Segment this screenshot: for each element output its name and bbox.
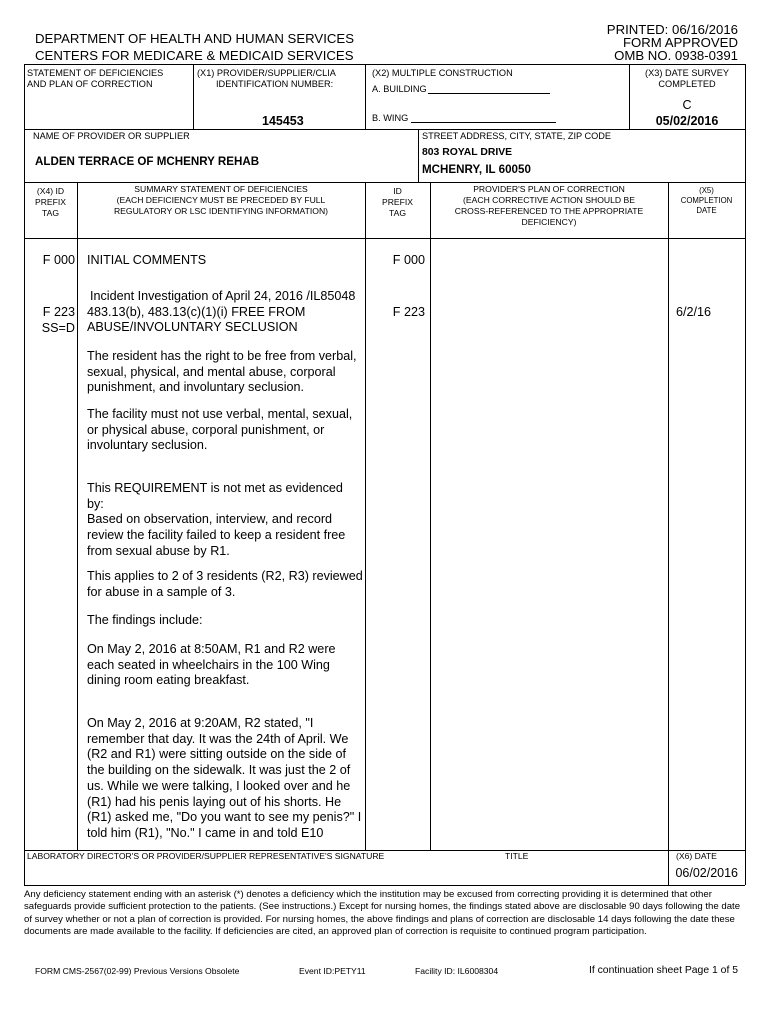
severity-scope: SS=D xyxy=(41,321,75,335)
id-header: ID PREFIX TAG xyxy=(381,186,414,218)
x5-header: (X5) COMPLETION DATE xyxy=(680,186,733,215)
disclaimer: Any deficiency statement ending with an asterisk (*) denotes a deficiency which the institution may be excused from correcting providing it is determined that other safeguards provide sufficient protection to the patients. (See instructions.) Except for nursing homes, the findings stated above are disclosable 90 days following the date of survey whether or not a plan of correction is provided. For nursing homes, the above findings and plans of correction are disclosable 14 days following the date these documents are made available to the facility. If deficiencies are cited, an approved plan of correction is requisite to continued program participation. xyxy=(24,889,741,937)
survey-date: 05/02/2016 xyxy=(655,114,719,128)
building-field xyxy=(428,93,550,94)
statement-label: STATEMENT OF DEFICIENCIES AND PLAN OF CORRECTION xyxy=(27,68,164,89)
paragraph-observation: On May 2, 2016 at 8:50AM, R1 and R2 were each seated in wheelchairs in the 100 Wing dining room eating breakfast. xyxy=(87,642,336,688)
wing-label: B. WING xyxy=(372,113,409,123)
paragraph-findings: The findings include: xyxy=(87,613,203,627)
provider-number: 145453 xyxy=(262,114,304,128)
centers-title: CENTERS FOR MEDICARE & MEDICAID SERVICES xyxy=(35,48,354,63)
title-label: TITLE xyxy=(505,851,529,861)
department-title: DEPARTMENT OF HEALTH AND HUMAN SERVICES xyxy=(35,31,354,46)
paragraph-right: The resident has the right to be free from verbal, sexual, physical, and mental abuse, corporal punishment, and involuntary seclusion. xyxy=(87,349,357,395)
signature-label: LABORATORY DIRECTOR'S OR PROVIDER/SUPPLIER REPRESENTATIVE'S SIGNATURE xyxy=(27,851,385,861)
signature-date: 06/02/2016 xyxy=(675,866,738,880)
building-label: A. BUILDING xyxy=(372,84,427,94)
tag-f000: F 000 xyxy=(42,253,75,267)
paragraph-interview: On May 2, 2016 at 9:20AM, R2 stated, "I remember that day. It was the 24th of April. We (R2 and R1) were sitting outside on the side of the building on the sidewalk. It was just the 2 of us. While we were talking, I looked over and he (R1) had his penis laying out of his shorts. He (R1) asked me, "Do you want to see my penis?" I told him (R1), "No." I came in and told E10 xyxy=(87,716,362,840)
paragraph-applies: This applies to 2 of 3 residents (R2, R3) reviewed for abuse in a sample of 3. xyxy=(87,569,363,599)
right-tag-f223: F 223 xyxy=(392,305,425,319)
completion-date: 6/2/16 xyxy=(676,305,712,319)
summary-header: SUMMARY STATEMENT OF DEFICIENCIES (EACH DEFICIENCY MUST BE PRECEDED BY FULL REGULATORY OR LSC IDENTIFYING INFORMATION) xyxy=(113,184,329,216)
wing-field xyxy=(411,122,556,123)
omb-number: OMB NO. 0938-0391 xyxy=(614,48,738,63)
right-tag-f000: F 000 xyxy=(392,253,425,267)
plan-header: PROVIDER'S PLAN OF CORRECTION (EACH CORRECTIVE ACTION SHOULD BE CROSS-REFERENCED TO THE APPROPRIATE DEFICIENCY) xyxy=(454,184,644,227)
paragraph-requirement: This REQUIREMENT is not met as evidenced by: Based on observation, interview, and record review the facility failed to keep a resident free from sexual abuse by R1. xyxy=(87,481,346,558)
x4-header: (X4) ID PREFIX TAG xyxy=(34,186,67,218)
city-state-zip: MCHENRY, IL 60050 xyxy=(422,163,531,176)
provider-name: ALDEN TERRACE OF MCHENRY REHAB xyxy=(35,155,260,168)
form-approved: FORM APPROVED xyxy=(622,35,738,50)
facility-id: Facility ID: IL6008304 xyxy=(415,966,499,976)
initial-comments: INITIAL COMMENTS xyxy=(87,253,207,267)
paragraph-regulation: Incident Investigation of April 24, 2016 /IL85048 483.13(b), 483.13(c)(1)(i) FREE FROM ABUSE/INVOLUNTARY SECLUSION xyxy=(87,289,356,335)
x2-label: (X2) MULTIPLE CONSTRUCTION xyxy=(372,68,513,78)
street-address: 803 ROYAL DRIVE xyxy=(422,147,513,158)
x1-label: (X1) PROVIDER/SUPPLIER/CLIA IDENTIFICATION NUMBER: xyxy=(197,68,336,89)
provider-name-label: NAME OF PROVIDER OR SUPPLIER xyxy=(33,131,190,141)
survey-code: C xyxy=(682,98,692,112)
x6-date-label: (X6) DATE xyxy=(676,851,717,861)
tag-f223: F 223 xyxy=(42,305,75,319)
paragraph-must-not: The facility must not use verbal, mental, sexual, or physical abuse, corporal punishment, or involuntary seclusion. xyxy=(87,407,353,453)
printed-date: PRINTED: 06/16/2016 xyxy=(606,22,738,37)
page-number: If continuation sheet Page 1 of 5 xyxy=(588,965,738,976)
event-id: Event ID:PETY11 xyxy=(299,966,366,976)
x3-label: (X3) DATE SURVEY COMPLETED xyxy=(645,68,729,89)
address-label: STREET ADDRESS, CITY, STATE, ZIP CODE xyxy=(422,131,612,141)
form-number: FORM CMS-2567(02-99) Previous Versions Obsolete xyxy=(35,966,240,976)
